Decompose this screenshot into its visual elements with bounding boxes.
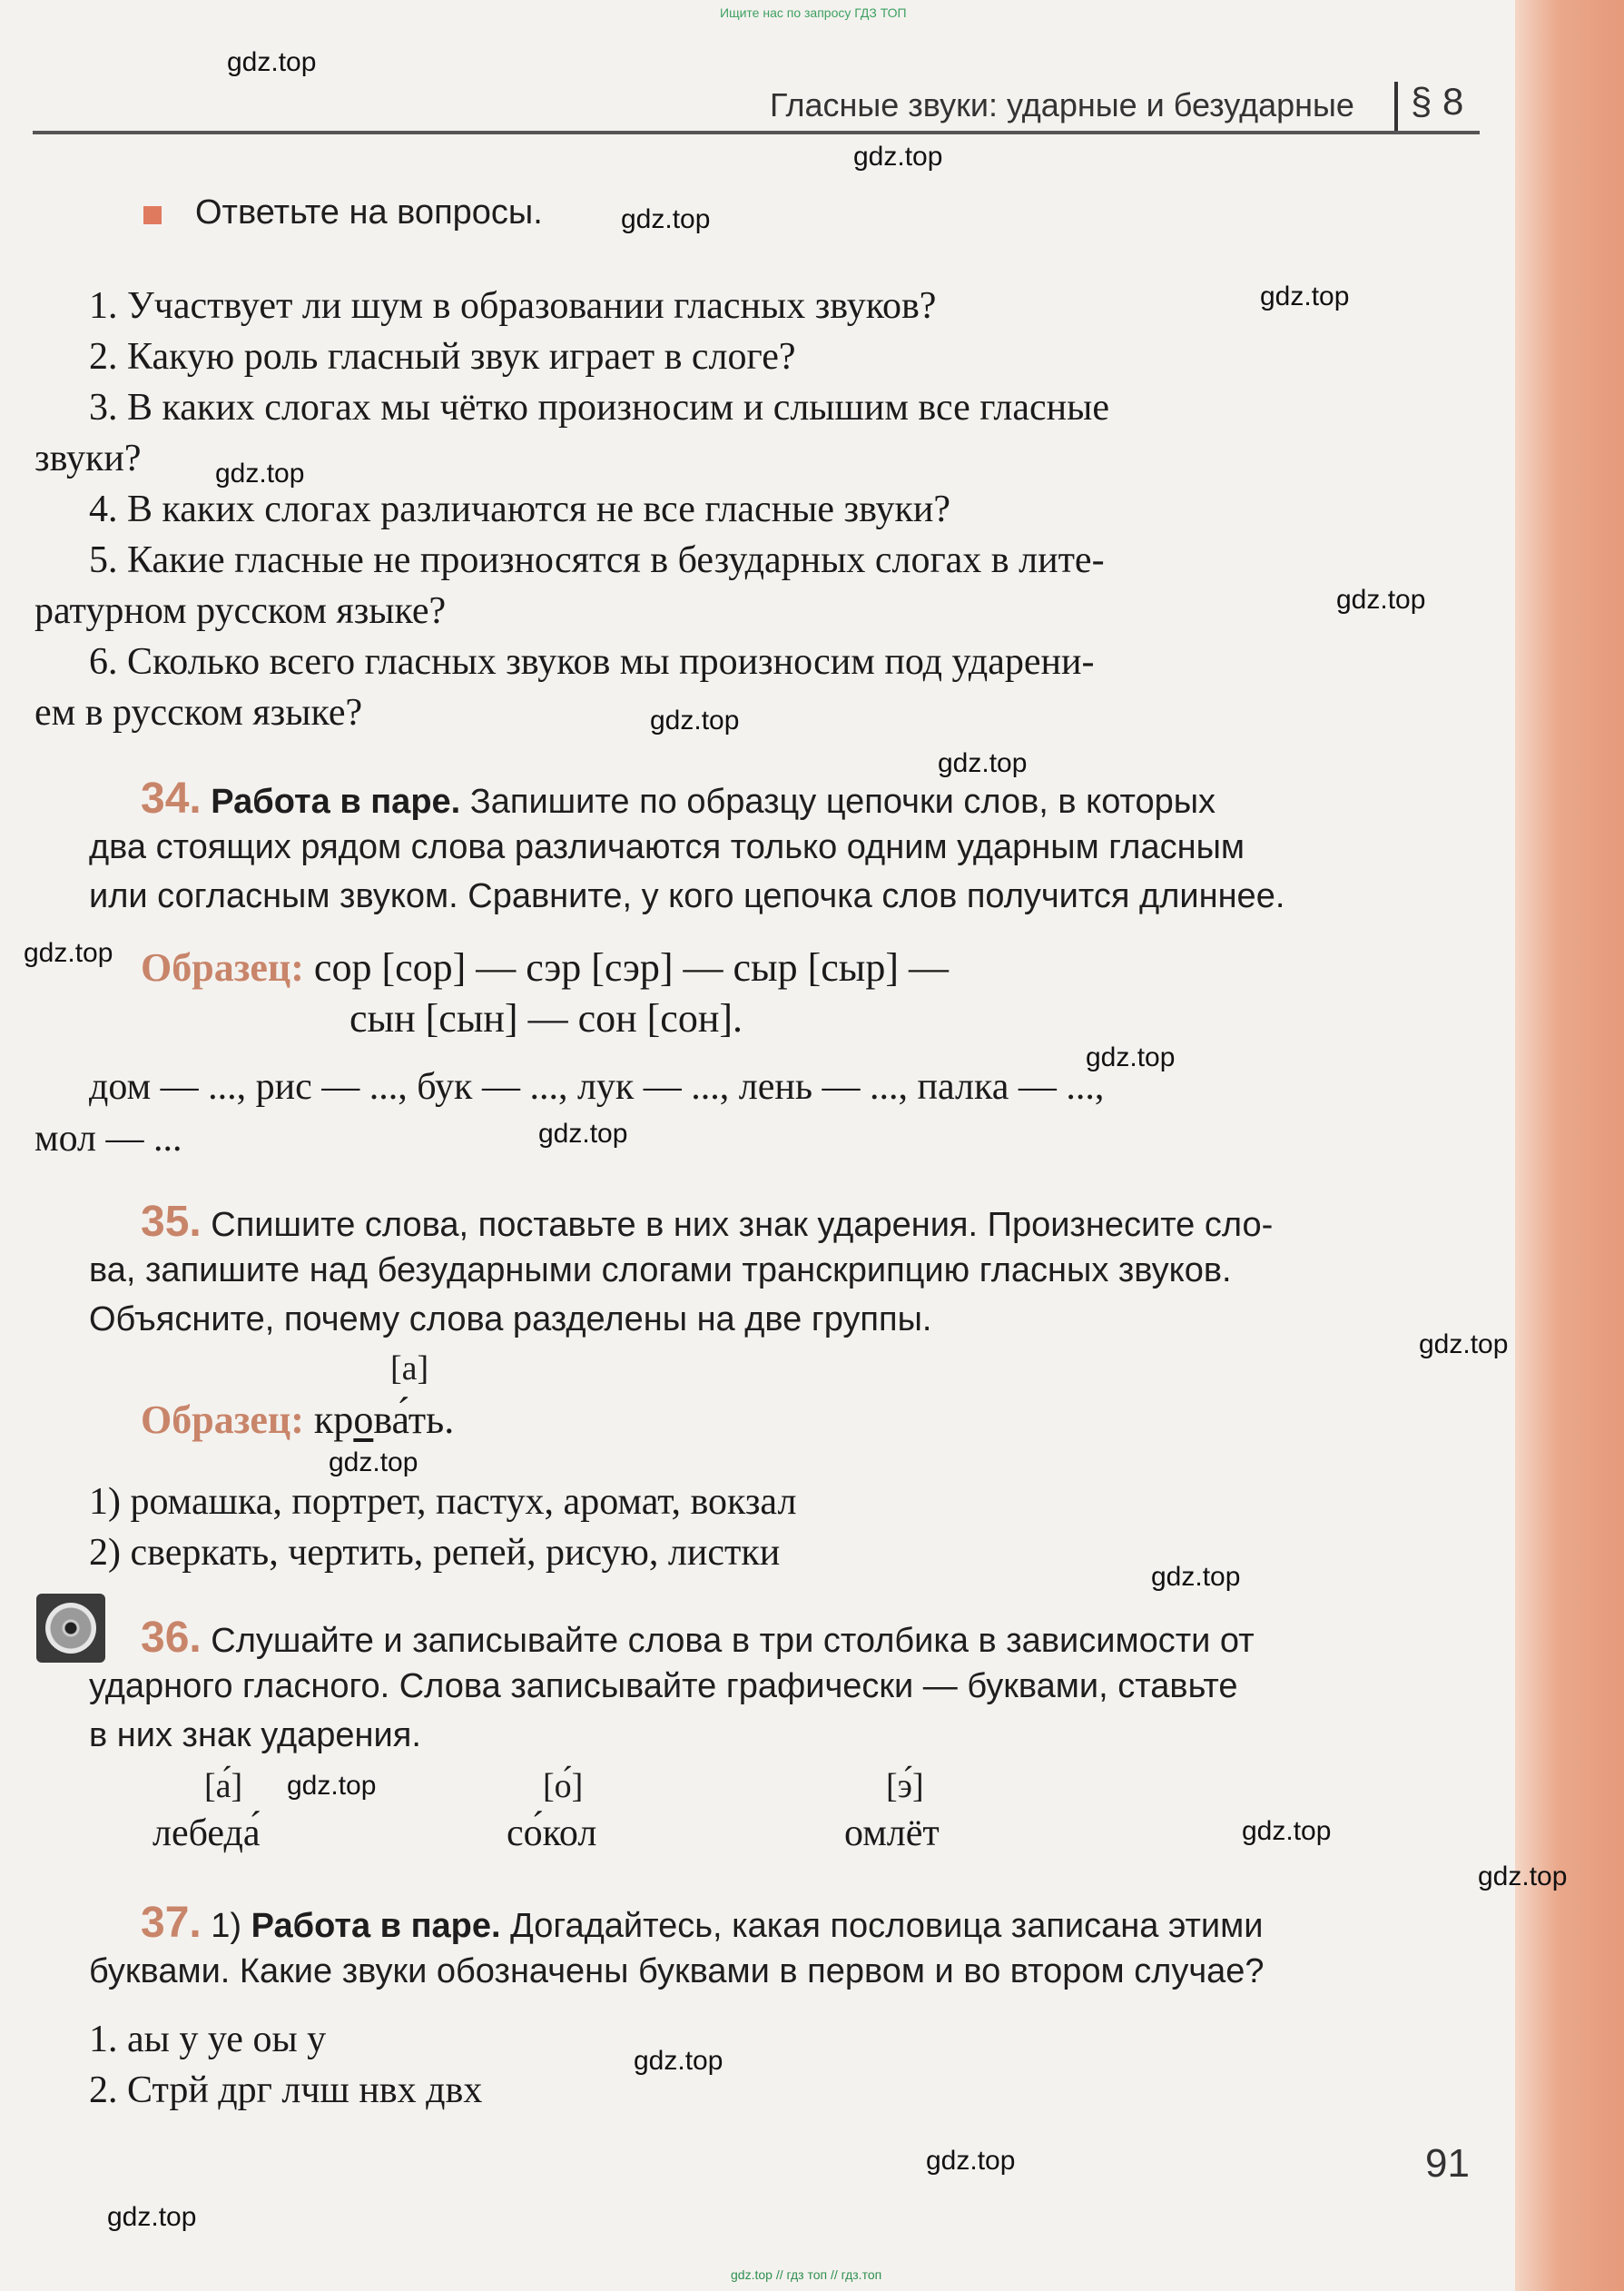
column-word: омлёт bbox=[844, 1812, 940, 1854]
exercise-37-proverb-1: 1. аы у уе оы у bbox=[89, 2019, 327, 2060]
watermark: gdz.top bbox=[227, 47, 317, 77]
exercise-36-number: 36. bbox=[141, 1614, 202, 1662]
exercise-35-line2: ва, запишите над безударными слогами транскрипцию гласных звуков. bbox=[89, 1251, 1232, 1289]
exercise-37-line1 bbox=[141, 1898, 1264, 1948]
sample-word-unstressed-vowel: о bbox=[353, 1397, 374, 1442]
watermark: gdz.top bbox=[1242, 1816, 1332, 1846]
column-sound: [о́] bbox=[543, 1767, 584, 1805]
watermark: gdz.top bbox=[1086, 1042, 1176, 1072]
exercise-37-number: 37. bbox=[141, 1899, 202, 1947]
exercise-36-line3: в них знак ударения. bbox=[89, 1716, 421, 1754]
question-line: звуки? bbox=[34, 438, 142, 479]
exercise-37-line2: буквами. Какие звуки обозначены буквами в первом и во втором случае? bbox=[89, 1952, 1265, 1990]
exercise-34-words: дом — ..., рис — ..., бук — ..., лук — ..., лень — ..., палка — ..., bbox=[89, 1066, 1105, 1108]
watermark: gdz.top bbox=[634, 2046, 723, 2076]
exercise-34-label: Работа в паре. bbox=[211, 783, 461, 821]
watermark: gdz.top bbox=[621, 204, 711, 234]
exercise-34-line2: два стоящих рядом слова различаются только одним ударным гласным bbox=[89, 828, 1245, 866]
exercise-35-group2: 2) сверкать, чертить, репей, рисую, листки bbox=[89, 1532, 781, 1574]
questions-intro: Ответьте на вопросы. bbox=[195, 193, 543, 232]
exercise-34-sample bbox=[141, 944, 949, 991]
watermark: gdz.top bbox=[1151, 1562, 1241, 1592]
exercise-35-text: Спишите слова, поставьте в них знак ударения. Произнесите сло- bbox=[201, 1206, 1274, 1244]
watermark: gdz.top bbox=[287, 1771, 377, 1801]
sample-word-end: ва́ть. bbox=[373, 1397, 455, 1442]
exercise-34-number: 34. bbox=[141, 775, 202, 823]
watermark: gdz.top bbox=[1478, 1861, 1568, 1891]
exercise-35-group1: 1) ромашка, портрет, пастух, аромат, вокзал bbox=[89, 1481, 797, 1523]
exercise-37-part: 1) bbox=[201, 1907, 251, 1945]
section-number: § 8 bbox=[1411, 80, 1464, 123]
column-word: лебеда́ bbox=[153, 1812, 261, 1854]
watermark: gdz.top bbox=[650, 706, 740, 736]
exercise-37-text: Догадайтесь, какая пословица записана этими bbox=[500, 1907, 1264, 1945]
exercise-34-line1 bbox=[141, 774, 1216, 824]
question-line: ем в русском языке? bbox=[34, 692, 363, 734]
watermark: gdz.top bbox=[1336, 585, 1426, 615]
square-bullet-icon bbox=[143, 206, 162, 224]
column-word: со́кол bbox=[507, 1812, 597, 1854]
exercise-36-text: Слушайте и записывайте слова в три столбика в зависимости от bbox=[201, 1622, 1255, 1660]
sample-text: сор [сор] — сэр [сэр] — сыр [сыр] — bbox=[303, 945, 949, 990]
question-line: 1. Участвует ли шум в образовании гласных звуков? bbox=[89, 285, 937, 327]
exercise-36-line1 bbox=[141, 1613, 1255, 1663]
page-number: 91 bbox=[1425, 2141, 1470, 2186]
column-sound: [а́] bbox=[204, 1767, 243, 1805]
exercise-35-sample bbox=[141, 1397, 454, 1443]
sample-label: Образец: bbox=[141, 1397, 304, 1442]
column-sound: [э́] bbox=[886, 1767, 924, 1805]
page-edge-decoration bbox=[1515, 0, 1624, 2291]
exercise-35-number: 35. bbox=[141, 1198, 202, 1246]
watermark: gdz.top bbox=[853, 142, 943, 172]
watermark: gdz.top bbox=[24, 938, 113, 968]
watermark: gdz.top bbox=[938, 748, 1028, 778]
watermark: gdz.top bbox=[1260, 281, 1350, 311]
section-title: Гласные звуки: ударные и безударные bbox=[770, 86, 1354, 123]
question-line: 5. Какие гласные не произносятся в безударных слогах в лите- bbox=[89, 539, 1105, 581]
question-line: 3. В каких слогах мы чётко произносим и слышим все гласные bbox=[89, 387, 1109, 429]
exercise-37-label: Работа в паре. bbox=[251, 1907, 501, 1945]
header-divider bbox=[1394, 82, 1398, 134]
exercise-34-sample-cont: сын [сын] — сон [сон]. bbox=[349, 996, 743, 1041]
exercise-34-line3: или согласным звуком. Сравните, у кого цепочка слов получится длиннее. bbox=[89, 877, 1285, 915]
question-line: ратурном русском языке? bbox=[34, 590, 447, 632]
question-line: 6. Сколько всего гласных звуков мы произносим под ударени- bbox=[89, 641, 1095, 683]
exercise-35-line1 bbox=[141, 1197, 1273, 1247]
sample-label: Образец: bbox=[141, 945, 304, 990]
watermark: gdz.top bbox=[926, 2146, 1016, 2176]
watermark: gdz.top bbox=[1419, 1329, 1509, 1359]
transcription-mark: [а] bbox=[390, 1349, 429, 1387]
top-watermark: Ищите нас по запросу ГДЗ ТОП bbox=[720, 5, 907, 20]
watermark: gdz.top bbox=[215, 459, 305, 489]
exercise-37-proverb-2: 2. Стрй дрг лчш нвх двх bbox=[89, 2069, 483, 2111]
exercise-34-text: Запишите по образцу цепочки слов, в которых bbox=[460, 783, 1216, 821]
watermark: gdz.top bbox=[107, 2202, 197, 2232]
watermark: gdz.top bbox=[538, 1119, 628, 1149]
exercise-34-words-cont: мол — ... bbox=[34, 1118, 182, 1160]
header-rule bbox=[33, 131, 1480, 134]
question-line: 2. Какую роль гласный звук играет в слоге? bbox=[89, 336, 796, 378]
question-line: 4. В каких слогах различаются не все гласные звуки? bbox=[89, 489, 951, 530]
exercise-35-line3: Объясните, почему слова разделены на две группы. bbox=[89, 1300, 932, 1338]
exercise-36-line2: ударного гласного. Слова записывайте графически — буквами, ставьте bbox=[89, 1667, 1238, 1705]
watermark: gdz.top bbox=[329, 1447, 418, 1477]
sample-word-start: кр bbox=[303, 1397, 354, 1442]
audio-disc-icon bbox=[36, 1594, 105, 1663]
bottom-watermark: gdz.top // гдз топ // гдз.топ bbox=[731, 2267, 882, 2282]
